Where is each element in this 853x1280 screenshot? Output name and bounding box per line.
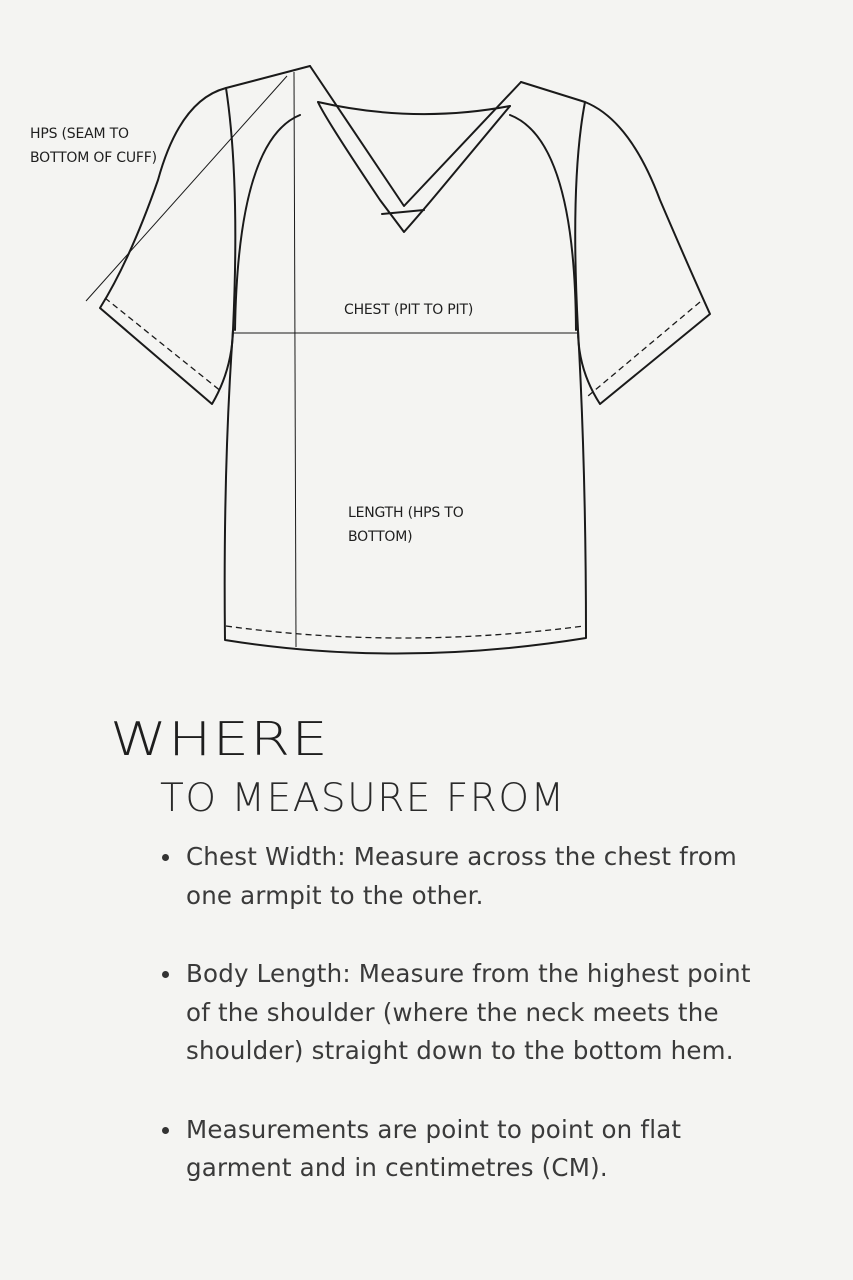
hps-label-line-2: BOTTOM OF CUFF) bbox=[30, 150, 157, 166]
length-label bbox=[348, 501, 464, 549]
bullet-text: Body Length: Measure from the highest point of the shoulder (where the neck meets the shoulder) straight down to the bottom hem. bbox=[186, 959, 751, 1065]
right-sleeve bbox=[578, 102, 710, 404]
neckline-outer bbox=[310, 66, 521, 206]
bullet-body-length bbox=[160, 955, 760, 1071]
right-cuff-stitch bbox=[588, 302, 700, 396]
instructions-list bbox=[160, 838, 760, 1228]
bullet-measurements-note bbox=[160, 1111, 760, 1188]
raglan-seam-left bbox=[235, 115, 300, 330]
bullet-dot-icon bbox=[162, 1127, 169, 1134]
bullet-dot-icon bbox=[162, 854, 169, 861]
hem-stitch bbox=[226, 626, 584, 638]
bullet-chest-width bbox=[160, 838, 760, 915]
hps-label-line-1: HPS (SEAM TO bbox=[30, 126, 129, 142]
hps-measure-line bbox=[86, 76, 287, 301]
tshirt-outline bbox=[225, 66, 586, 654]
bullet-dot-icon bbox=[162, 971, 169, 978]
raglan-seam-right bbox=[510, 115, 576, 330]
hps-label bbox=[30, 122, 157, 170]
length-label-line-1: LENGTH (HPS TO bbox=[348, 505, 464, 521]
heading-where: WHERE bbox=[110, 712, 329, 766]
bullet-text: Measurements are point to point on flat garment and in centimetres (CM). bbox=[186, 1114, 682, 1182]
length-measure-line bbox=[294, 72, 296, 647]
neckline-back bbox=[318, 102, 510, 114]
heading-to-measure-from: TO MEASURE FROM bbox=[160, 776, 566, 821]
chest-label: CHEST (PIT TO PIT) bbox=[344, 302, 474, 318]
left-cuff-stitch bbox=[105, 298, 222, 392]
length-label-line-2: BOTTOM) bbox=[348, 529, 413, 545]
bullet-text: Chest Width: Measure across the chest from one armpit to the other. bbox=[186, 842, 737, 910]
